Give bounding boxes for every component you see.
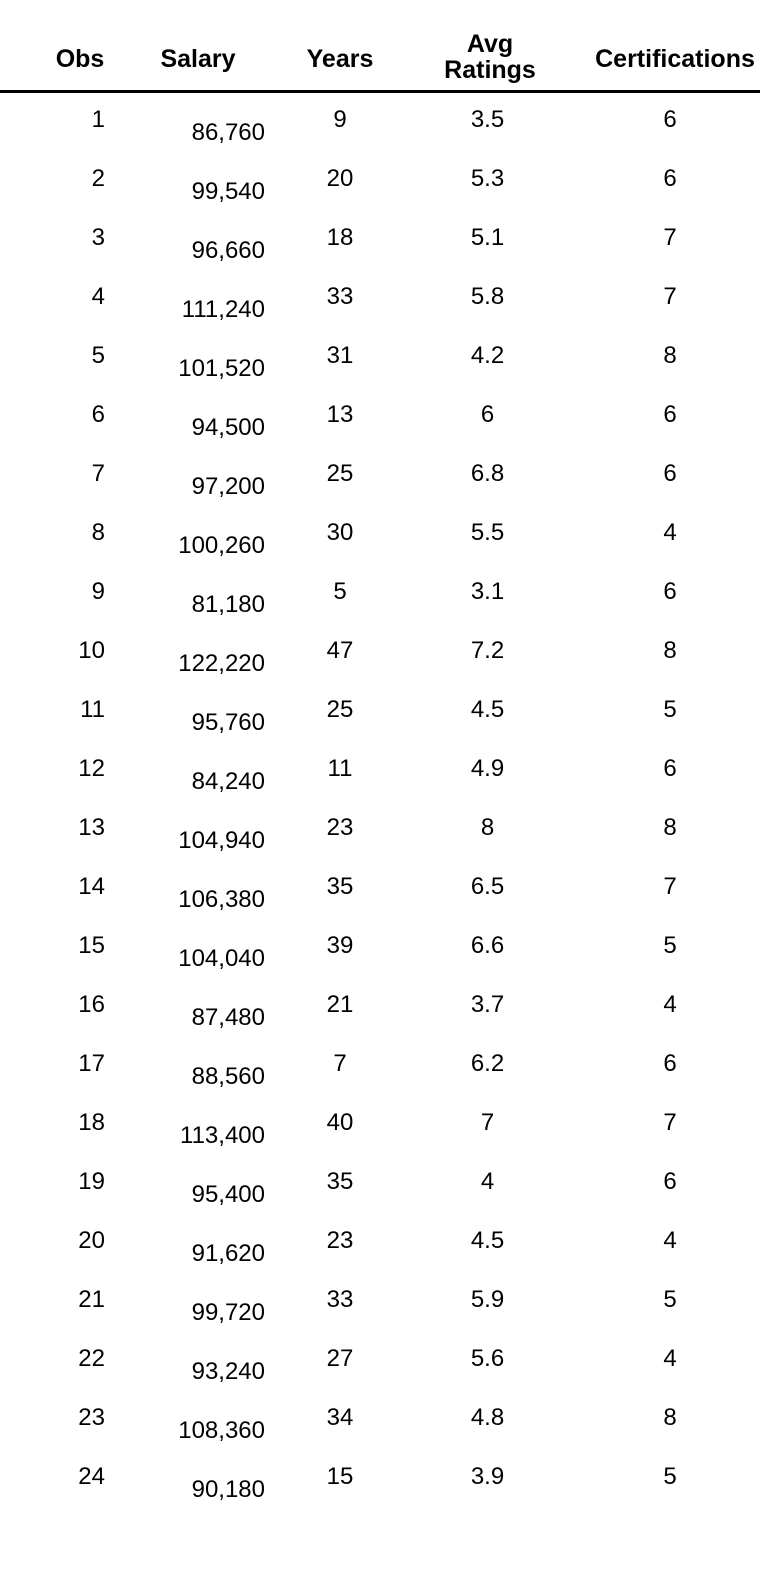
header-avg-ratings-line2: Ratings — [444, 56, 536, 84]
cell-obs: 22 — [78, 1345, 105, 1372]
table-row — [0, 742, 770, 801]
cell-obs: 2 — [91, 165, 105, 192]
cell-certifications: 8 — [663, 1404, 677, 1431]
cell-obs: 21 — [78, 1286, 105, 1313]
cell-salary: 104,040 — [178, 945, 265, 972]
table-row — [0, 1214, 770, 1273]
cell-certifications: 7 — [663, 873, 677, 900]
cell-certifications: 5 — [663, 932, 677, 959]
cell-certifications: 8 — [663, 637, 677, 664]
cell-avg-ratings: 6.5 — [470, 873, 505, 900]
cell-obs: 19 — [78, 1168, 105, 1195]
cell-avg-ratings: 4 — [480, 1168, 495, 1195]
cell-salary: 93,240 — [191, 1358, 265, 1385]
cell-avg-ratings: 3.9 — [470, 1463, 505, 1490]
cell-obs: 1 — [91, 106, 105, 133]
cell-years: 7 — [333, 1050, 347, 1077]
cell-obs: 14 — [78, 873, 105, 900]
cell-certifications: 6 — [663, 1168, 677, 1195]
cell-obs: 23 — [78, 1404, 105, 1431]
table-row — [0, 1391, 770, 1450]
cell-avg-ratings: 3.5 — [470, 106, 505, 133]
cell-obs: 16 — [78, 991, 105, 1018]
cell-years: 25 — [326, 696, 354, 723]
cell-avg-ratings: 6.6 — [470, 932, 505, 959]
cell-salary: 99,540 — [191, 178, 265, 205]
table-row — [0, 978, 770, 1037]
cell-certifications: 8 — [663, 814, 677, 841]
cell-years: 34 — [326, 1404, 354, 1431]
cell-avg-ratings: 7.2 — [470, 637, 505, 664]
header-avg-ratings-line1: Avg — [466, 30, 514, 58]
cell-obs: 24 — [78, 1463, 105, 1490]
cell-years: 5 — [333, 578, 347, 605]
cell-certifications: 5 — [663, 1286, 677, 1313]
cell-avg-ratings: 5.8 — [470, 283, 505, 310]
cell-avg-ratings: 6.8 — [470, 460, 505, 487]
cell-obs: 3 — [91, 224, 105, 251]
cell-years: 31 — [326, 342, 354, 369]
cell-salary: 108,360 — [178, 1417, 265, 1444]
cell-obs: 10 — [78, 637, 105, 664]
table-row — [0, 270, 770, 329]
table-row — [0, 1096, 770, 1155]
table-row — [0, 1155, 770, 1214]
cell-avg-ratings: 4.8 — [470, 1404, 505, 1431]
cell-avg-ratings: 5.3 — [470, 165, 505, 192]
table-row — [0, 565, 770, 624]
cell-avg-ratings: 8 — [480, 814, 495, 841]
cell-salary: 111,240 — [181, 296, 265, 323]
cell-salary: 104,940 — [178, 827, 265, 854]
cell-years: 33 — [326, 283, 354, 310]
cell-obs: 17 — [78, 1050, 105, 1077]
cell-certifications: 6 — [663, 755, 677, 782]
cell-avg-ratings: 4.9 — [470, 755, 505, 782]
cell-years: 39 — [326, 932, 354, 959]
cell-salary: 86,760 — [191, 119, 265, 146]
cell-avg-ratings: 5.9 — [470, 1286, 505, 1313]
table-row — [0, 447, 770, 506]
cell-years: 40 — [326, 1109, 354, 1136]
cell-avg-ratings: 4.5 — [470, 1227, 505, 1254]
header-obs: Obs — [55, 45, 105, 73]
cell-certifications: 6 — [663, 578, 677, 605]
cell-certifications: 4 — [663, 519, 677, 546]
table-body — [0, 93, 770, 1509]
cell-years: 33 — [326, 1286, 354, 1313]
cell-avg-ratings: 4.5 — [470, 696, 505, 723]
cell-salary: 94,500 — [191, 414, 265, 441]
cell-salary: 96,660 — [191, 237, 265, 264]
cell-avg-ratings: 4.2 — [470, 342, 505, 369]
cell-salary: 99,720 — [191, 1299, 265, 1326]
table-row — [0, 93, 770, 152]
table-header — [0, 0, 760, 93]
cell-years: 25 — [326, 460, 354, 487]
cell-certifications: 4 — [663, 1227, 677, 1254]
cell-avg-ratings: 3.7 — [470, 991, 505, 1018]
cell-certifications: 7 — [663, 1109, 677, 1136]
cell-avg-ratings: 5.1 — [470, 224, 505, 251]
cell-years: 35 — [326, 873, 354, 900]
cell-years: 18 — [326, 224, 354, 251]
cell-obs: 8 — [91, 519, 105, 546]
table-row — [0, 860, 770, 919]
table-row — [0, 329, 770, 388]
cell-certifications: 6 — [663, 106, 677, 133]
cell-years: 35 — [326, 1168, 354, 1195]
cell-certifications: 6 — [663, 1050, 677, 1077]
cell-salary: 95,760 — [191, 709, 265, 736]
cell-salary: 88,560 — [191, 1063, 265, 1090]
cell-obs: 9 — [91, 578, 105, 605]
cell-obs: 12 — [78, 755, 105, 782]
cell-salary: 106,380 — [178, 886, 265, 913]
cell-avg-ratings: 5.6 — [470, 1345, 505, 1372]
cell-obs: 5 — [91, 342, 105, 369]
table-row — [0, 919, 770, 978]
cell-salary: 122,220 — [178, 650, 265, 677]
cell-salary: 84,240 — [191, 768, 265, 795]
table-row — [0, 1037, 770, 1096]
cell-certifications: 4 — [663, 991, 677, 1018]
cell-certifications: 4 — [663, 1345, 677, 1372]
cell-salary: 113,400 — [180, 1122, 265, 1149]
cell-salary: 81,180 — [191, 591, 265, 618]
cell-obs: 18 — [78, 1109, 105, 1136]
cell-obs: 6 — [91, 401, 105, 428]
cell-obs: 7 — [91, 460, 105, 487]
cell-years: 13 — [326, 401, 354, 428]
cell-certifications: 5 — [663, 696, 677, 723]
cell-years: 27 — [326, 1345, 354, 1372]
cell-certifications: 5 — [663, 1463, 677, 1490]
cell-obs: 11 — [80, 696, 105, 723]
cell-avg-ratings: 3.1 — [470, 578, 505, 605]
cell-avg-ratings: 6.2 — [470, 1050, 505, 1077]
cell-certifications: 7 — [663, 283, 677, 310]
header-years: Years — [306, 45, 374, 73]
table-row — [0, 388, 770, 447]
table-row — [0, 1332, 770, 1391]
cell-obs: 4 — [91, 283, 105, 310]
cell-salary: 90,180 — [191, 1476, 265, 1503]
cell-years: 30 — [326, 519, 354, 546]
cell-salary: 101,520 — [178, 355, 265, 382]
cell-years: 23 — [326, 814, 354, 841]
table-row — [0, 152, 770, 211]
cell-years: 9 — [333, 106, 347, 133]
header-avg-ratings — [420, 31, 560, 83]
table-row — [0, 1273, 770, 1332]
cell-certifications: 7 — [663, 224, 677, 251]
cell-certifications: 6 — [663, 165, 677, 192]
cell-salary: 97,200 — [191, 473, 265, 500]
table-row — [0, 624, 770, 683]
table-row — [0, 211, 770, 270]
cell-salary: 100,260 — [178, 532, 265, 559]
table-row — [0, 801, 770, 860]
cell-obs: 13 — [78, 814, 105, 841]
header-salary: Salary — [160, 45, 236, 73]
cell-years: 11 — [327, 755, 353, 782]
cell-certifications: 6 — [663, 460, 677, 487]
table-row — [0, 506, 770, 565]
cell-years: 21 — [326, 991, 354, 1018]
cell-certifications: 8 — [663, 342, 677, 369]
table-row — [0, 1450, 770, 1509]
cell-certifications: 6 — [663, 401, 677, 428]
cell-years: 23 — [326, 1227, 354, 1254]
cell-years: 15 — [326, 1463, 354, 1490]
cell-obs: 15 — [78, 932, 105, 959]
header-certifications: Certifications — [595, 45, 755, 73]
cell-avg-ratings: 6 — [480, 401, 495, 428]
cell-salary: 91,620 — [191, 1240, 265, 1267]
cell-avg-ratings: 7 — [480, 1109, 495, 1136]
cell-salary: 95,400 — [191, 1181, 265, 1208]
cell-avg-ratings: 5.5 — [470, 519, 505, 546]
table-row — [0, 683, 770, 742]
cell-obs: 20 — [78, 1227, 105, 1254]
cell-years: 47 — [326, 637, 354, 664]
cell-years: 20 — [326, 165, 354, 192]
cell-salary: 87,480 — [191, 1004, 265, 1031]
